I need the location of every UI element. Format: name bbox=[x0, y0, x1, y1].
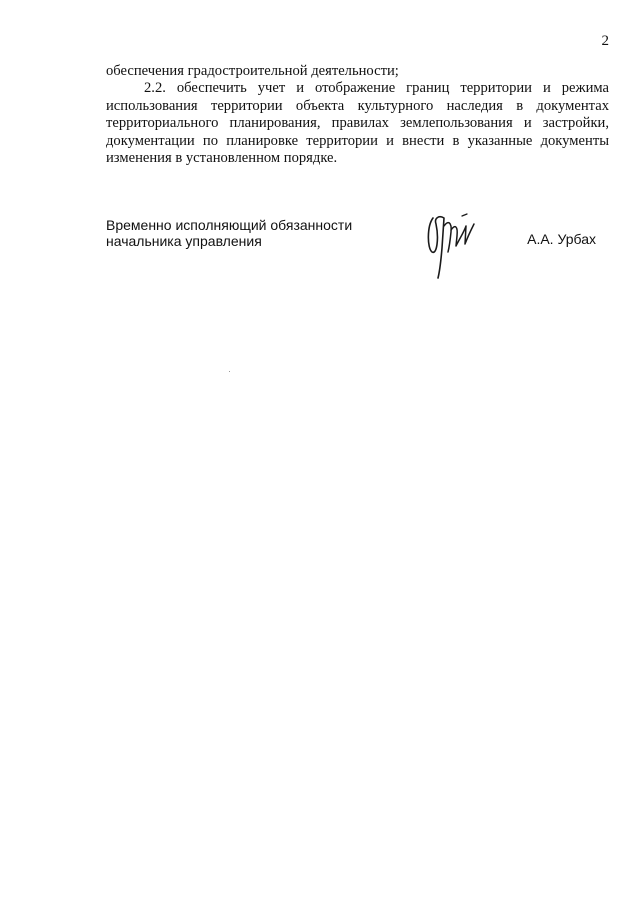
page-number: 2 bbox=[601, 33, 609, 49]
signature-block bbox=[106, 218, 609, 288]
handwritten-signature-icon bbox=[424, 212, 484, 282]
document-body bbox=[106, 63, 609, 167]
position-title-line-1: Временно исполняющий обязанности bbox=[106, 217, 353, 233]
paragraph-clause-2-2: 2.2. обеспечить учет и отображение границ территории и режима использования территории объекта культурного наследия в документах территориального планирования, правилах землепользования и застройки, документации по планировке территории и внести в указанные документы изменения в установленном порядке. bbox=[106, 80, 609, 167]
scan-speck bbox=[229, 371, 230, 372]
position-title-line-2: начальника управления bbox=[106, 232, 262, 249]
paragraph-continuation: обеспечения градостроительной деятельности; bbox=[106, 63, 399, 79]
signer-name: А.А. Урбах bbox=[527, 231, 596, 247]
position-title bbox=[106, 218, 376, 249]
